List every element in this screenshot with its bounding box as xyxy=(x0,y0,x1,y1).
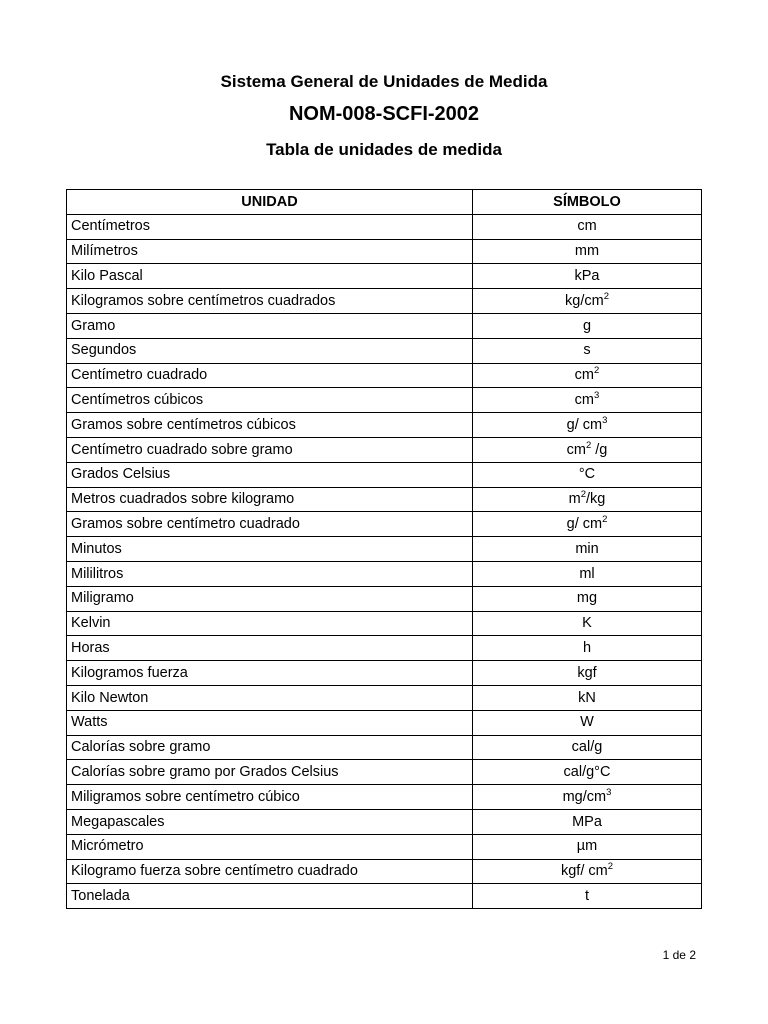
unit-symbol-cell xyxy=(473,809,702,834)
table-row xyxy=(67,661,702,686)
symbol-text: MPa xyxy=(572,813,602,830)
unit-symbol-cell xyxy=(473,785,702,810)
symbol-text: mg xyxy=(576,590,598,607)
unit-symbol-cell xyxy=(473,363,702,388)
table-row xyxy=(67,413,702,438)
unit-symbol-cell xyxy=(473,264,702,289)
symbol-exponent: 2 xyxy=(602,514,608,525)
unit-symbol-cell xyxy=(473,338,702,363)
unit-symbol-cell xyxy=(473,611,702,636)
symbol-text: h xyxy=(582,639,592,656)
symbol-text: cm xyxy=(566,441,586,458)
symbol-text: W xyxy=(580,714,594,731)
symbol-text: g/ cm xyxy=(566,516,603,532)
table-row xyxy=(67,884,702,909)
unit-name-cell: Tonelada xyxy=(67,884,473,909)
unit-name-cell: Calorías sobre gramo xyxy=(67,735,473,760)
symbol-text: g xyxy=(582,317,592,334)
unit-symbol-cell xyxy=(473,313,702,338)
unit-name-cell: Centímetro cuadrado sobre gramo xyxy=(67,437,473,462)
document-title: Sistema General de Unidades de Medida xyxy=(220,72,548,91)
unit-symbol-cell xyxy=(473,760,702,785)
table-row xyxy=(67,437,702,462)
symbol-text: K xyxy=(582,615,592,632)
table-row xyxy=(67,338,702,363)
symbol-text: °C xyxy=(578,466,596,483)
symbol-text: cm xyxy=(577,218,597,235)
unit-symbol-cell xyxy=(473,859,702,884)
symbol-text: kPa xyxy=(574,268,600,285)
table-row xyxy=(67,561,702,586)
symbol-exponent: 2 xyxy=(594,365,600,377)
table-row xyxy=(67,388,702,413)
unit-name-cell: Horas xyxy=(67,636,473,661)
unit-symbol-cell xyxy=(473,710,702,735)
unit-name-cell: Kilo Newton xyxy=(67,685,473,710)
norm-code: NOM-008-SCFI-2002 xyxy=(288,103,480,125)
symbol-exponent: 2 xyxy=(607,861,614,873)
unit-name-cell: Metros cuadrados sobre kilogramo xyxy=(67,487,473,512)
unit-name-cell: Calorías sobre gramo por Grados Celsius xyxy=(67,760,473,785)
table-row xyxy=(67,363,702,388)
table-header-row xyxy=(67,190,702,215)
symbol-text: mm xyxy=(574,243,600,260)
symbol-text: m xyxy=(568,491,581,508)
unit-symbol-cell xyxy=(473,735,702,760)
table-row xyxy=(67,537,702,562)
symbol-text: min xyxy=(575,540,599,557)
table-row xyxy=(67,264,702,289)
unit-symbol-cell xyxy=(473,834,702,859)
unit-column-header: UNIDAD xyxy=(67,190,473,215)
unit-symbol-cell xyxy=(473,884,702,909)
unit-symbol-cell xyxy=(473,636,702,661)
symbol-exponent: 3 xyxy=(602,414,608,426)
unit-name-cell: Centímetros xyxy=(67,214,473,239)
symbol-text: kgf/ cm xyxy=(560,863,608,880)
table-row xyxy=(67,710,702,735)
symbol-text: ml xyxy=(579,565,595,582)
unit-symbol-cell xyxy=(473,586,702,611)
symbol-text: kg/cm xyxy=(565,292,604,309)
unit-name-cell: Kilogramos sobre centímetros cuadrados xyxy=(67,289,473,314)
table-row xyxy=(67,834,702,859)
unit-name-cell: Milímetros xyxy=(67,239,473,264)
symbol-text: s xyxy=(583,342,591,359)
unit-symbol-cell xyxy=(473,561,702,586)
unit-name-cell: Watts xyxy=(67,710,473,735)
unit-symbol-cell xyxy=(473,512,702,537)
symbol-text: cm xyxy=(574,392,595,409)
unit-name-cell: Kilo Pascal xyxy=(67,264,473,289)
table-row xyxy=(67,859,702,884)
table-row xyxy=(67,809,702,834)
symbol-text: /g xyxy=(591,441,608,458)
symbol-exponent: 3 xyxy=(594,390,600,402)
unit-symbol-cell xyxy=(473,289,702,314)
unit-symbol-cell xyxy=(473,413,702,438)
table-subtitle: Tabla de unidades de medida xyxy=(266,140,502,159)
unit-name-cell: Minutos xyxy=(67,537,473,562)
unit-name-cell: Grados Celsius xyxy=(67,462,473,487)
symbol-column-header: SÍMBOLO xyxy=(473,190,702,215)
units-table xyxy=(66,189,702,909)
symbol-text: mg/cm xyxy=(562,788,607,805)
table-row xyxy=(67,636,702,661)
page-number: 1 de 2 xyxy=(662,948,696,962)
symbol-exponent: 2 xyxy=(585,439,592,451)
unit-name-cell: Kilogramos fuerza xyxy=(67,661,473,686)
symbol-text: µm xyxy=(576,838,598,855)
unit-name-cell: Miligramo xyxy=(67,586,473,611)
table-row xyxy=(67,611,702,636)
unit-symbol-cell xyxy=(473,214,702,239)
symbol-exponent: 2 xyxy=(580,489,587,501)
table-row xyxy=(67,512,702,537)
symbol-text: cm xyxy=(574,367,595,384)
symbol-exponent: 3 xyxy=(606,786,612,798)
table-row xyxy=(67,760,702,785)
unit-name-cell: Kilogramo fuerza sobre centímetro cuadrado xyxy=(67,859,473,884)
unit-symbol-cell xyxy=(473,239,702,264)
unit-symbol-cell xyxy=(473,685,702,710)
unit-name-cell: Gramos sobre centímetro cuadrado xyxy=(67,512,473,537)
symbol-text: cal/g°C xyxy=(563,763,611,780)
unit-symbol-cell xyxy=(473,661,702,686)
table-row xyxy=(67,462,702,487)
table-row xyxy=(67,487,702,512)
symbol-exponent: 2 xyxy=(603,290,609,302)
unit-symbol-cell xyxy=(473,388,702,413)
unit-name-cell: Micrómetro xyxy=(67,834,473,859)
symbol-text: t xyxy=(584,887,590,904)
unit-name-cell: Segundos xyxy=(67,338,473,363)
unit-symbol-cell xyxy=(473,537,702,562)
table-row xyxy=(67,785,702,810)
symbol-text: kgf xyxy=(577,664,597,681)
unit-name-cell: Centímetro cuadrado xyxy=(67,363,473,388)
table-row xyxy=(67,239,702,264)
symbol-text: /kg xyxy=(586,491,606,508)
unit-name-cell: Miligramos sobre centímetro cúbico xyxy=(67,785,473,810)
unit-symbol-cell xyxy=(473,462,702,487)
unit-name-cell: Gramo xyxy=(67,313,473,338)
symbol-text: g/ cm xyxy=(566,416,603,433)
table-row xyxy=(67,289,702,314)
unit-symbol-cell xyxy=(473,437,702,462)
unit-name-cell: Gramos sobre centímetros cúbicos xyxy=(67,413,473,438)
unit-name-cell: Kelvin xyxy=(67,611,473,636)
table-row xyxy=(67,586,702,611)
table-row xyxy=(67,214,702,239)
table-row xyxy=(67,313,702,338)
table-row xyxy=(67,685,702,710)
symbol-text: cal/g xyxy=(571,739,603,756)
unit-symbol-cell xyxy=(473,487,702,512)
unit-name-cell: Centímetros cúbicos xyxy=(67,388,473,413)
table-row xyxy=(67,735,702,760)
unit-name-cell: Megapascales xyxy=(67,809,473,834)
unit-name-cell: Mililitros xyxy=(67,561,473,586)
symbol-text: kN xyxy=(578,689,596,706)
units-table-body xyxy=(67,214,702,908)
